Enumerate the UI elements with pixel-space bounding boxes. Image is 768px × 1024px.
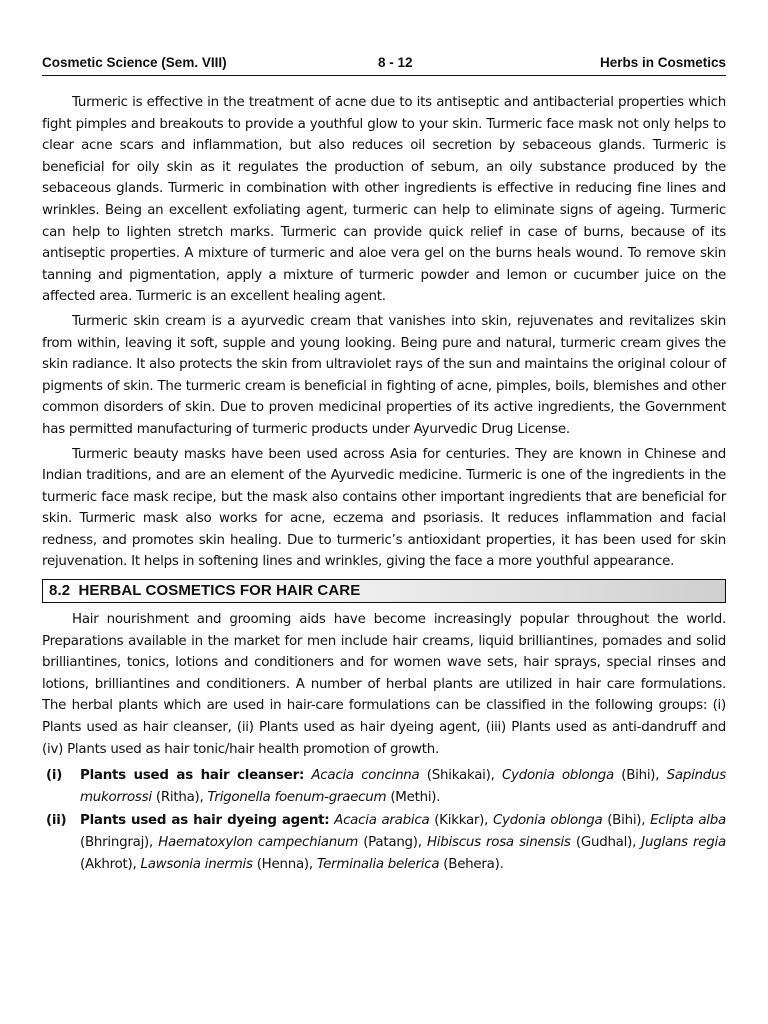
- list-item: [42, 810, 726, 875]
- plant-scientific-name: Juglans regia: [641, 835, 726, 850]
- header-book-title: Cosmetic Science (Sem. VIII): [42, 55, 227, 70]
- list-marker: (ii): [46, 813, 67, 829]
- plant-scientific-name: Haematoxylon campechianum: [158, 835, 359, 850]
- paragraph-hair-care-intro: Hair nourishment and grooming aids have become increasingly popular throughout the world. Preparations available in the market for men include hair creams, liquid brilliantines, pomades and solid brilliantines, tonics, lotions and conditioners and for women wave sets, hair sprays, special rinses and lotions, brilliantines and conditioners. A number of herbal plants are utilized in hair care formulations. The herbal plants which are used in hair-care formulations can be classified in the following groups: (i) Plants used as hair cleanser, (ii) Plants used as hair dyeing agent, (iii) Plants used as anti-dandruff and (iv) Plants used as hair tonic/hair health promotion of growth.: [42, 612, 726, 757]
- plant-scientific-name: Terminalia belerica: [316, 856, 440, 872]
- plant-scientific-name: Lawsonia inermis: [140, 856, 253, 872]
- list-item: [42, 765, 726, 808]
- plant-group-list: [42, 765, 726, 875]
- list-item-lead: Plants used as hair cleanser:: [80, 768, 305, 784]
- plant-common-name: (Methi).: [386, 789, 441, 805]
- plant-scientific-name: Eclipta alba: [650, 813, 726, 829]
- plant-common-name: (Kikkar),: [429, 813, 493, 829]
- list-marker: (i): [46, 768, 63, 784]
- paragraph-turmeric-cream: Turmeric skin cream is a ayurvedic cream that vanishes into skin, rejuvenates and revitalizes skin from within, leaving it soft, supple and young looking. Being pure and natural, turmeric cream gives the skin radiance. It also protects the skin from ultraviolet rays of the sun and maintains the original colour of pigments of skin. The turmeric cream is beneficial in fighting of acne, pimples, boils, blemishes and other common disorders of skin. Due to proven medicinal properties of its active ingredients, the Government has permitted manufacturing of turmeric products under Ayurvedic Drug License.: [42, 313, 726, 437]
- header-chapter-title: Herbs in Cosmetics: [599, 55, 726, 70]
- plant-common-name: (Shikakai),: [419, 768, 502, 784]
- plant-scientific-name: Acacia arabica: [334, 813, 430, 829]
- paragraph-turmeric-acne: Turmeric is effective in the treatment of acne due to its antiseptic and antibacterial properties which fight pimples and breakouts to provide a youthful glow to your skin. Turmeric face mask not only helps to clear acne scars and inflammation, but also reduces oil secretion by sebaceous glands. Turmeric is beneficial for oily skin as it regulates the production of sebum, an oily substance produced by the sebaceous glands. Turmeric in combination with other ingredients is effective in reducing fine lines and wrinkles. Being an excellent exfoliating agent, turmeric can help to eliminate signs of ageing. Turmeric can help to lighten stretch marks. Turmeric can provide quick relief in case of burns, because of its antiseptic properties. A mixture of turmeric and aloe vera gel on the burns heals wound. To remove skin tanning and pigmentation, apply a mixture of turmeric powder and lemon or cucumber juice on the affected area. Turmeric is an excellent healing agent.: [42, 95, 726, 305]
- plant-scientific-name: Cydonia oblonga: [501, 768, 614, 784]
- plant-common-name: (Bihi),: [613, 768, 667, 784]
- plant-common-name: (Akhrot),: [80, 856, 141, 872]
- plant-common-name: (Patang),: [358, 835, 427, 850]
- list-item-content: [80, 765, 726, 808]
- header-page-number: 8 - 12: [378, 55, 413, 70]
- section-number: 8.2: [49, 582, 71, 600]
- plant-scientific-name: Trigonella foenum-graecum: [207, 789, 387, 805]
- plant-scientific-name: Sapindus mukorrossi: [80, 768, 726, 805]
- plant-scientific-name: Cydonia oblonga: [492, 813, 603, 829]
- paragraph-turmeric-masks: Turmeric beauty masks have been used across Asia for centuries. They are known in Chinese and Indian traditions, and are an element of the Ayurvedic medicine. Turmeric is one of the ingredients in the turmeric face mask recipe, but the mask also contains other important ingredients that are beneficial for skin. Turmeric mask also works for acne, eczema and psoriasis. It reduces inflammation and facial redness, and promotes skin healing. Due to turmeric’s antioxidant properties, it has been used for skin rejuvenation. It helps in softening lines and wrinkles, giving the face a more youthful appearance.: [42, 446, 726, 570]
- section-heading: [42, 579, 726, 603]
- list-item-content: [80, 810, 726, 875]
- section-title: HERBAL COSMETICS FOR HAIR CARE: [78, 582, 361, 600]
- plant-common-name: (Henna),: [252, 856, 317, 872]
- plant-scientific-name: Hibiscus rosa sinensis: [426, 835, 571, 850]
- plant-common-name: (Bihi),: [602, 813, 651, 829]
- plant-scientific-name: Acacia concinna: [311, 768, 420, 784]
- plant-common-name: (Behera).: [439, 856, 504, 872]
- list-item-lead: Plants used as hair dyeing agent:: [80, 813, 330, 829]
- plant-common-name: (Gudhal),: [570, 835, 642, 850]
- plant-common-name: (Ritha),: [151, 789, 208, 805]
- running-header: [42, 54, 726, 76]
- document-page: [42, 54, 726, 875]
- plant-common-name: (Bhringraj),: [80, 835, 159, 850]
